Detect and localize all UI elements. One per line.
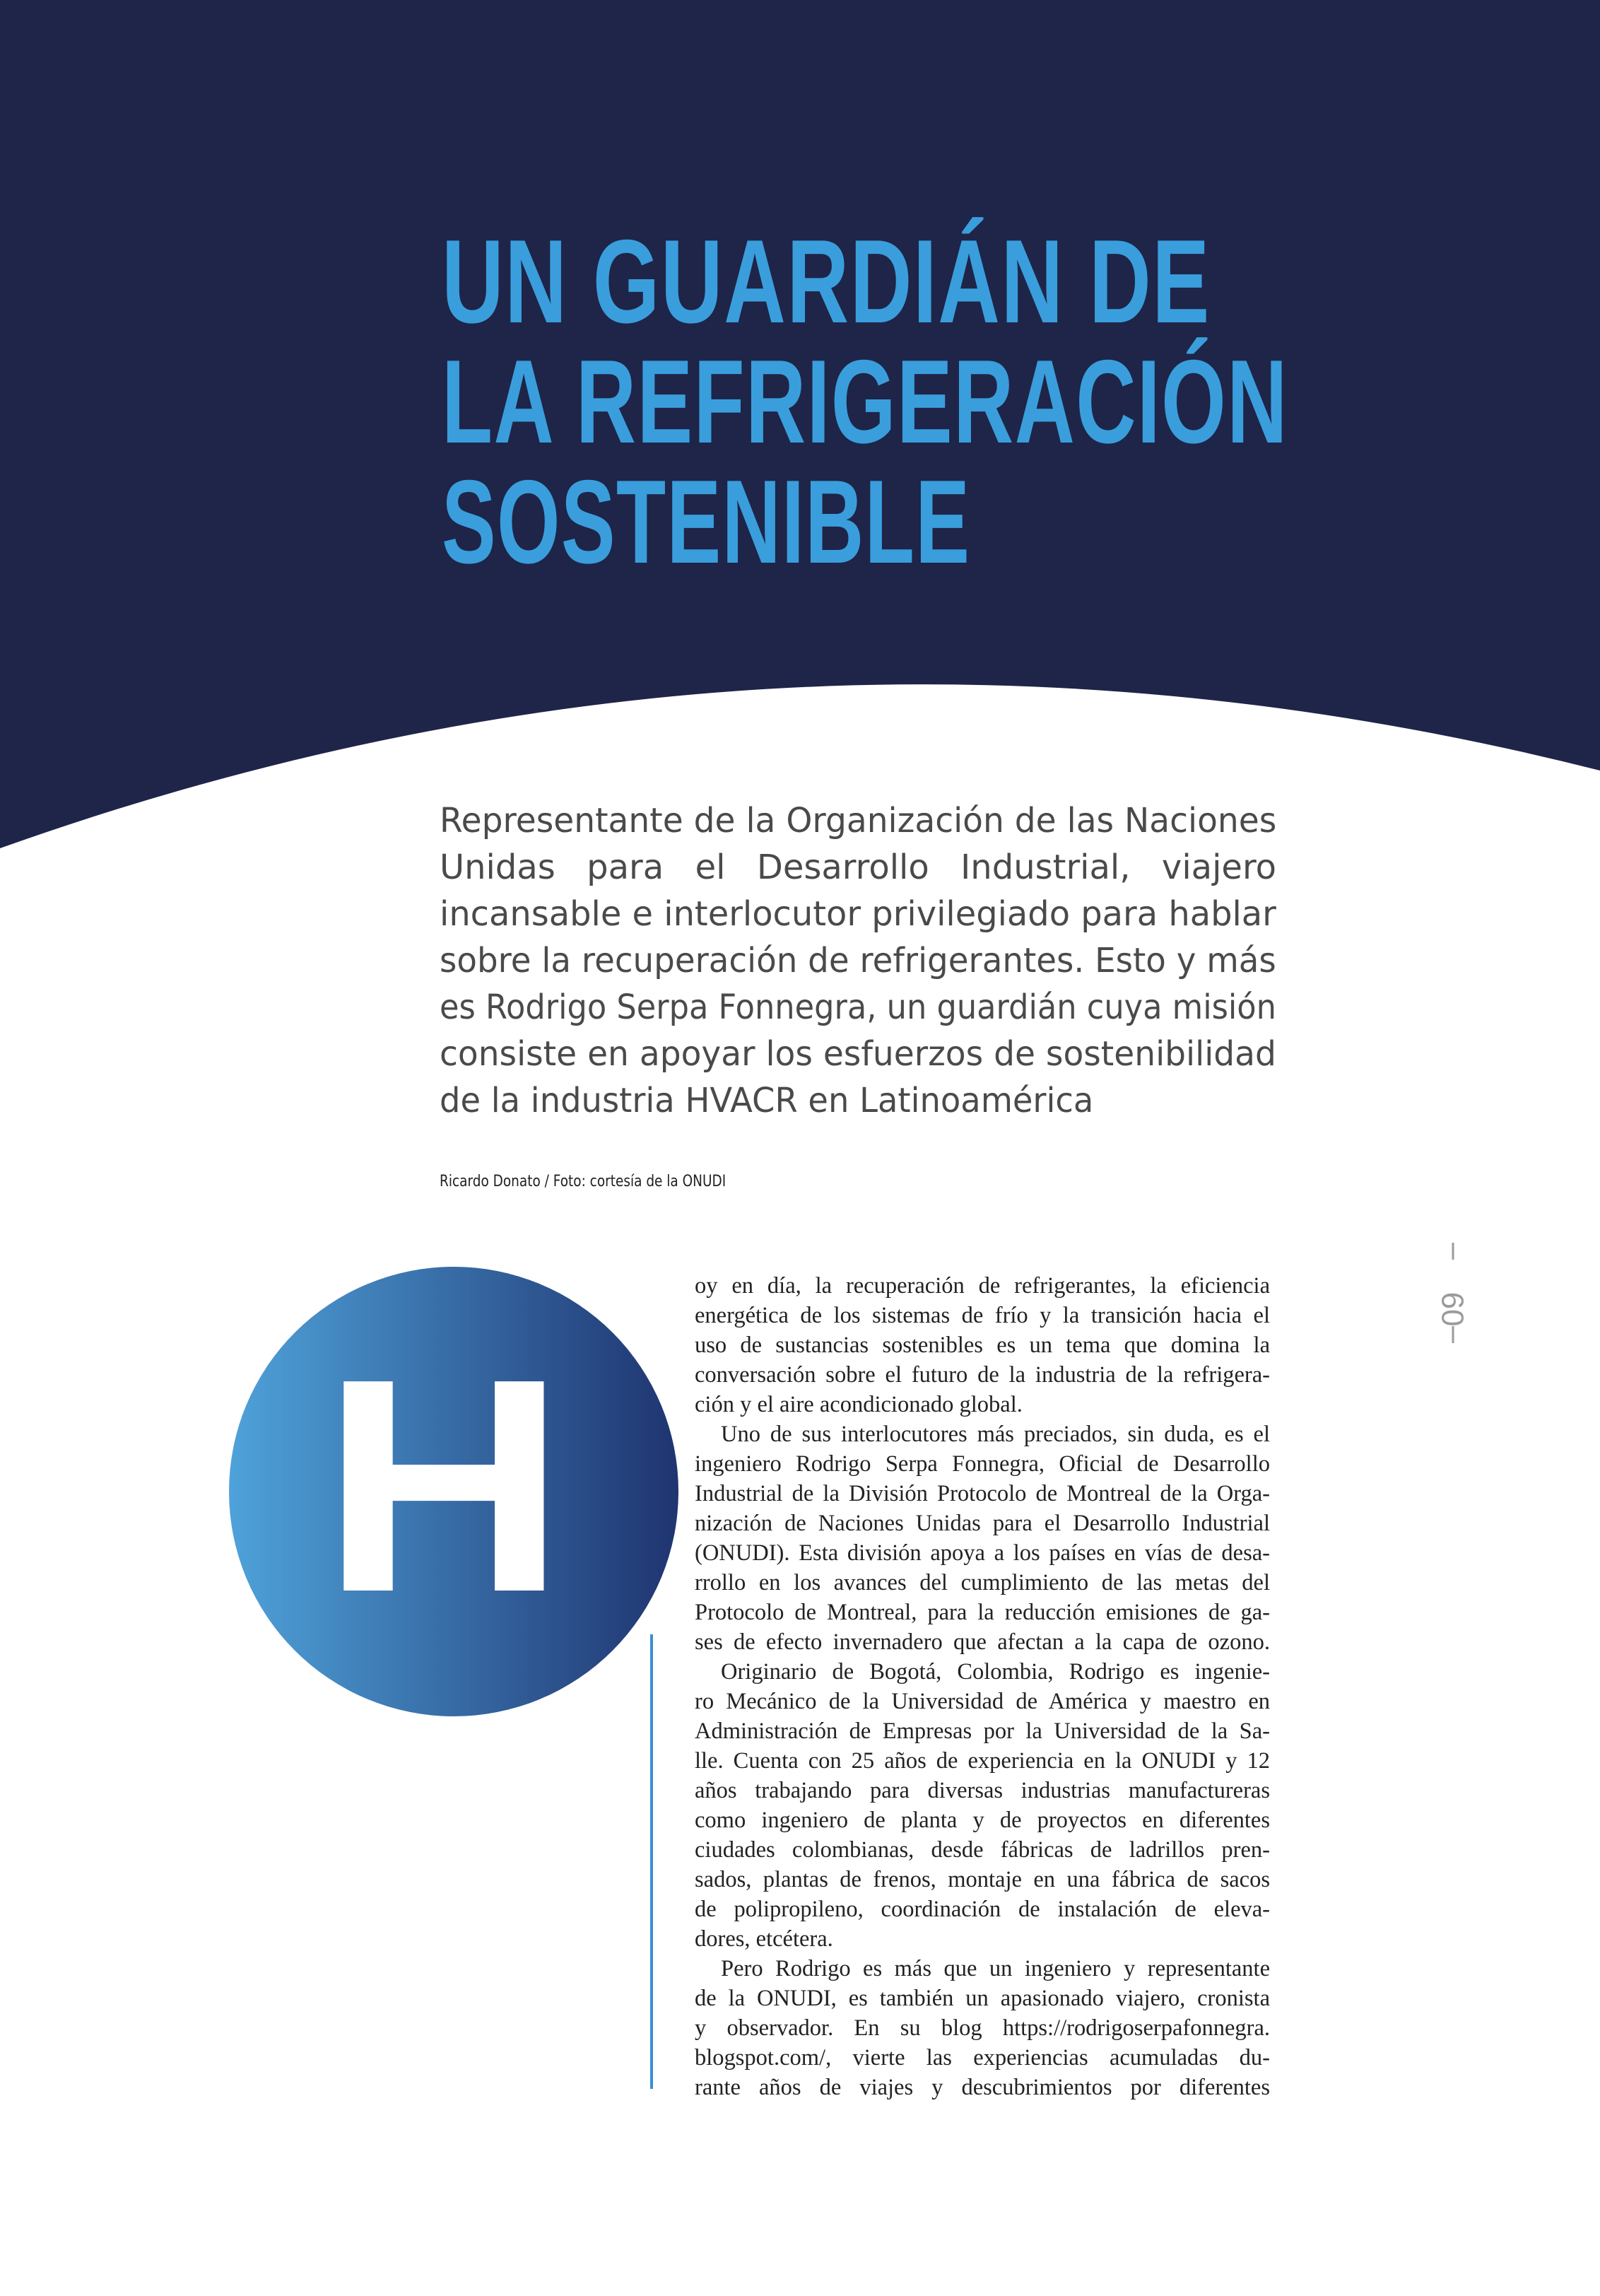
body-line: sados, plantas de frenos, montaje en una fábrica de sacos	[695, 1867, 1270, 1892]
body-line: energética de los sistemas de frío y la transición hacia el	[695, 1303, 1270, 1328]
deck-line: es Rodrigo Serpa Fonnegra, un guardián cuya misión	[440, 988, 1276, 1027]
deck-line: Representante de la Organización de las Naciones	[440, 801, 1277, 840]
byline-credit: Ricardo Donato / Foto: cortesía de la ONUDI	[440, 1173, 727, 1190]
body-line: Protocolo de Montreal, para la reducción emisiones de ga-	[695, 1600, 1270, 1625]
body-line: Uno de sus interlocutores más preciados, sin duda, es el	[721, 1422, 1270, 1447]
body-line: blogspot.com/, vierte las experiencias acumuladas du-	[695, 2045, 1270, 2070]
page-number: 60	[1435, 1292, 1470, 1327]
body-line: y observador. En su blog https://rodrigoserpafonnegra.	[695, 2015, 1270, 2041]
body-line: rrollo en los avances del cumplimiento de las metas del	[695, 1570, 1270, 1595]
body-line: ingeniero Rodrigo Serpa Fonnegra, Oficial de Desarrollo	[695, 1451, 1270, 1477]
body-line: Pero Rodrigo es más que un ingeniero y representante	[721, 1956, 1270, 1981]
body-line: ciudades colombianas, desde fábricas de ladrillos pren-	[695, 1837, 1270, 1863]
deck-line: consiste en apoyar los esfuerzos de sostenibilidad	[440, 1034, 1276, 1074]
article-title-line-3: SOSTENIBLE	[442, 455, 971, 588]
body-line: de polipropileno, coordinación de instalación de eleva-	[695, 1897, 1270, 1922]
body-line: ses de efecto invernadero que afectan a la capa de ozono.	[695, 1629, 1270, 1655]
body-line: lle. Cuenta con 25 años de experiencia en la ONUDI y 12	[695, 1748, 1270, 1774]
deck-line: Unidas para el Desarrollo Industrial, viajero	[440, 848, 1276, 887]
body-line: oy en día, la recuperación de refrigerantes, la eficiencia	[695, 1273, 1270, 1299]
deck-line: incansable e interlocutor privilegiado para hablar	[440, 894, 1276, 934]
body-line: como ingeniero de planta y de proyectos en diferentes	[695, 1808, 1270, 1833]
body-line: nización de Naciones Unidas para el Desarrollo Industrial	[695, 1511, 1270, 1536]
body-line: ción y el aire acondicionado global.	[695, 1392, 1023, 1417]
body-line: (ONUDI). Esta división apoya a los países en vías de desa-	[695, 1540, 1270, 1566]
body-line: conversación sobre el futuro de la industria de la refrigera-	[695, 1362, 1270, 1388]
body-line: de la ONUDI, es también un apasionado viajero, cronista	[695, 1986, 1270, 2011]
body-line: Originario de Bogotá, Colombia, Rodrigo es ingenie-	[721, 1659, 1270, 1685]
deck-line: de la industria HVACR en Latinoamérica	[440, 1081, 1094, 1120]
body-line: Administración de Empresas por la Universidad de la Sa-	[695, 1718, 1270, 1744]
article-title-line-2: LA REFRIGERACIÓN	[442, 335, 1288, 468]
deck-line: sobre la recuperación de refrigerantes. Esto y más	[440, 941, 1276, 980]
body-line: rante años de viajes y descubrimientos por diferentes	[695, 2075, 1270, 2100]
body-line: años trabajando para diversas industrias manufactureras	[695, 1778, 1270, 1803]
body-line: dores, etcétera.	[695, 1926, 833, 1952]
body-line: uso de sustancias sostenibles es un tema que domina la	[695, 1332, 1270, 1358]
drop-cap-letter: H	[321, 1315, 567, 1656]
body-line: Industrial de la División Protocolo de Montreal de la Orga-	[695, 1481, 1270, 1506]
article-title-line-1: UN GUARDIÁN DE	[442, 215, 1211, 348]
body-line: ro Mecánico de la Universidad de América y maestro en	[695, 1689, 1270, 1714]
